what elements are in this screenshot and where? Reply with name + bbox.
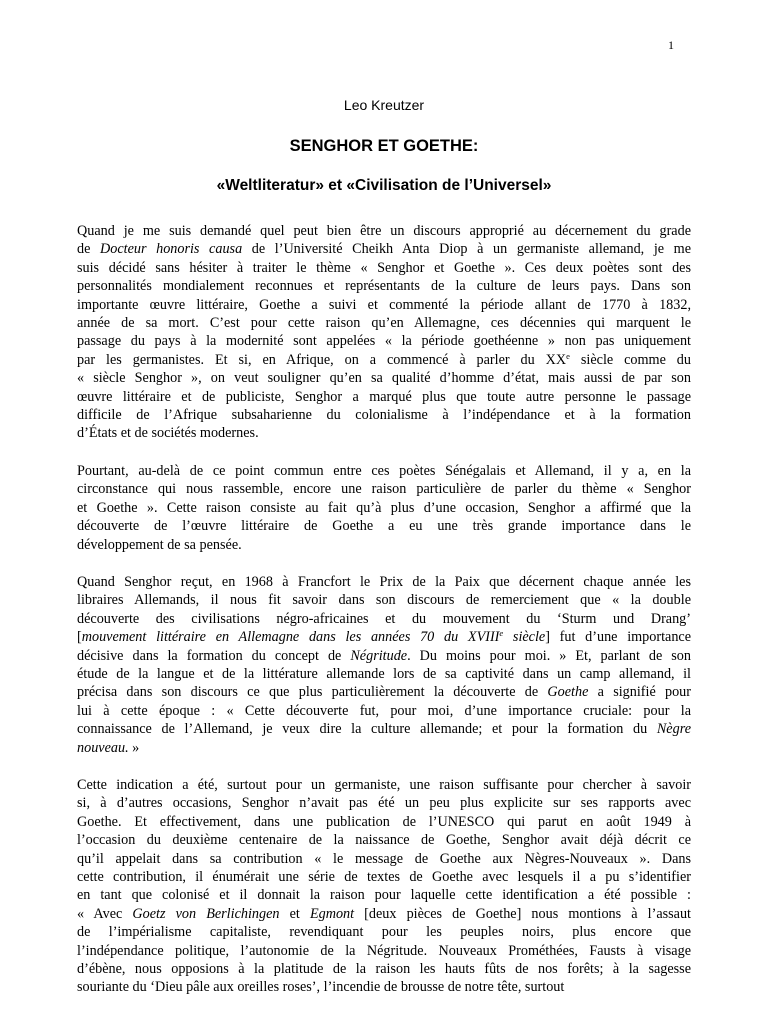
text-line: l’indépendance politique, l’autonomie de la Négritude. Nouveaux Prométhées, Fausts à visage bbox=[77, 942, 691, 959]
author-name: Leo Kreutzer bbox=[343, 97, 425, 113]
text-line: de l’impérialisme capitaliste, revendiquant pour les peuples noirs, plus encore que bbox=[77, 924, 691, 941]
paragraph bbox=[77, 462, 691, 554]
text-line: connaissance de l’Allemand, je veux dire la culture allemande; et pour la formation du Nègre bbox=[77, 721, 691, 738]
text-line: l’occasion du deuxième centenaire de la naissance de Goethe, Senghor avait déjà décrit ce bbox=[77, 832, 691, 849]
text-line: si, à d’autres occasions, Senghor n’avait pas été un peu plus explicite sur ses rapports avec bbox=[77, 795, 691, 812]
text-line: nouveau. » bbox=[77, 739, 140, 756]
text-line: par les germanistes. Et si, en Afrique, on a commencé à parler du XXe siècle comme du bbox=[77, 350, 691, 368]
paragraph bbox=[77, 573, 691, 757]
text-line: souriante du ‘Dieu pâle aux oreilles roses’, l’incendie de brousse de notre tête, surtout bbox=[77, 979, 565, 996]
text-line: année de sa mort. C’est pour cette raison qu’en Allemagne, ces décennies qui marquent le bbox=[77, 315, 691, 332]
text-line: Quand Senghor reçut, en 1968 à Francfort le Prix de la Paix que décernent chaque année les bbox=[77, 573, 691, 590]
text-line: « siècle Senghor », on veut souligner qu’en sa qualité d’homme d’état, mais aussi de par son bbox=[77, 370, 691, 387]
text-line: « Avec Goetz von Berlichingen et Egmont [deux pièces de Goethe] nous montions à l’assaut bbox=[77, 905, 691, 922]
text-line: de Docteur honoris causa de l’Université Cheikh Anta Diop à un germaniste allemand, je me bbox=[77, 241, 691, 258]
text-line: personnalités mondialement reconnues et représentants de la culture de leurs pays. Dans son bbox=[77, 278, 691, 295]
document-subtitle: «Weltliteratur» et «Civilisation de l’Universel» bbox=[216, 177, 552, 194]
text-line: étude de la langue et de la littérature allemande lors de sa captivité dans un camp allemand, il bbox=[77, 665, 691, 682]
text-line: Pourtant, au-delà de ce point commun entre ces poètes Sénégalais et Allemand, il y a, en la bbox=[77, 462, 691, 479]
text-line: suis décidé sans hésiter à traiter le thème « Senghor et Goethe ». Ces deux poètes sont des bbox=[77, 259, 691, 276]
text-line: cette contribution, il énumérait une série de textes de Goethe avec lesquels il a pu s’identifier bbox=[77, 869, 691, 885]
text-line: importante œuvre littéraire, Goethe a suivi et commenté la période allant de 1770 à 1832, bbox=[77, 296, 691, 313]
text-line: Cette indication a été, surtout pour un germaniste, une raison suffisante pour chercher à savoir bbox=[77, 776, 691, 793]
text-line: lui à cette époque : « Cette découverte fut, pour moi, d’une importance cruciale: pour la bbox=[77, 702, 691, 719]
paragraph bbox=[77, 222, 691, 443]
text-line: difficile de l’Afrique subsaharienne du colonialisme à l’indépendance et à la formation bbox=[77, 407, 691, 424]
text-line: en tant que colonisé et il donnait la raison pour laquelle cette identification a été possible : bbox=[77, 887, 691, 904]
paragraph bbox=[77, 776, 691, 997]
text-line: qu’il appelait dans sa contribution « le message de Goethe aux Nègres-Nouveaux ». Dans bbox=[77, 850, 691, 867]
text-line: développement de sa pensée. bbox=[77, 536, 242, 553]
text-line: passage du pays à la modernité sont appelées « la période goethéenne » non pas uniquement bbox=[77, 333, 691, 350]
text-line: et Goethe ». Cette raison consiste au fait qu’à plus d’une occasion, Senghor a affirmé que la bbox=[77, 499, 691, 516]
text-line: décisive dans la formation du concept de Négritude. Du moins pour moi. » Et, parlant de son bbox=[77, 647, 691, 664]
text-line: d’États et de sociétés modernes. bbox=[77, 425, 259, 442]
text-line: libraires Allemands, il nous fit savoir dans son discours de remerciement que « la double bbox=[77, 592, 691, 609]
text-line: Goethe. Et effectivement, dans une publication de l’UNESCO qui parut en août 1949 à bbox=[77, 813, 691, 830]
body-text bbox=[77, 222, 691, 1016]
text-line: d’ébène, nous opposions à la platitude de la raison les hauts fûts de nos forêts; à la sagesse bbox=[77, 961, 691, 978]
text-line: découverte de l’œuvre littéraire de Goethe a eu une très grande importance dans le bbox=[77, 518, 691, 535]
text-line: [mouvement littéraire en Allemagne dans les années 70 du XVIIIe siècle] fut d’une importance bbox=[77, 628, 692, 646]
text-line: Quand je me suis demandé quel peut bien être un discours approprié au décernement du grade bbox=[77, 223, 691, 239]
page-number: 1 bbox=[668, 38, 674, 52]
text-line: œuvre littéraire et de publiciste, Senghor a marqué plus que toute autre personne le passage bbox=[77, 388, 691, 405]
text-line: découverte des civilisations négro-africaines et du mouvement du ‘Sturm und Drang’ bbox=[77, 610, 691, 627]
text-line: circonstance qui nous rassemble, encore une raison particulière de parler du thème « Senghor bbox=[77, 481, 691, 498]
document-title: SENGHOR ET GOETHE: bbox=[289, 137, 479, 155]
text-line: précisa dans son discours ce que plus particulièrement la découverte de Goethe a signifié pour bbox=[77, 684, 691, 701]
